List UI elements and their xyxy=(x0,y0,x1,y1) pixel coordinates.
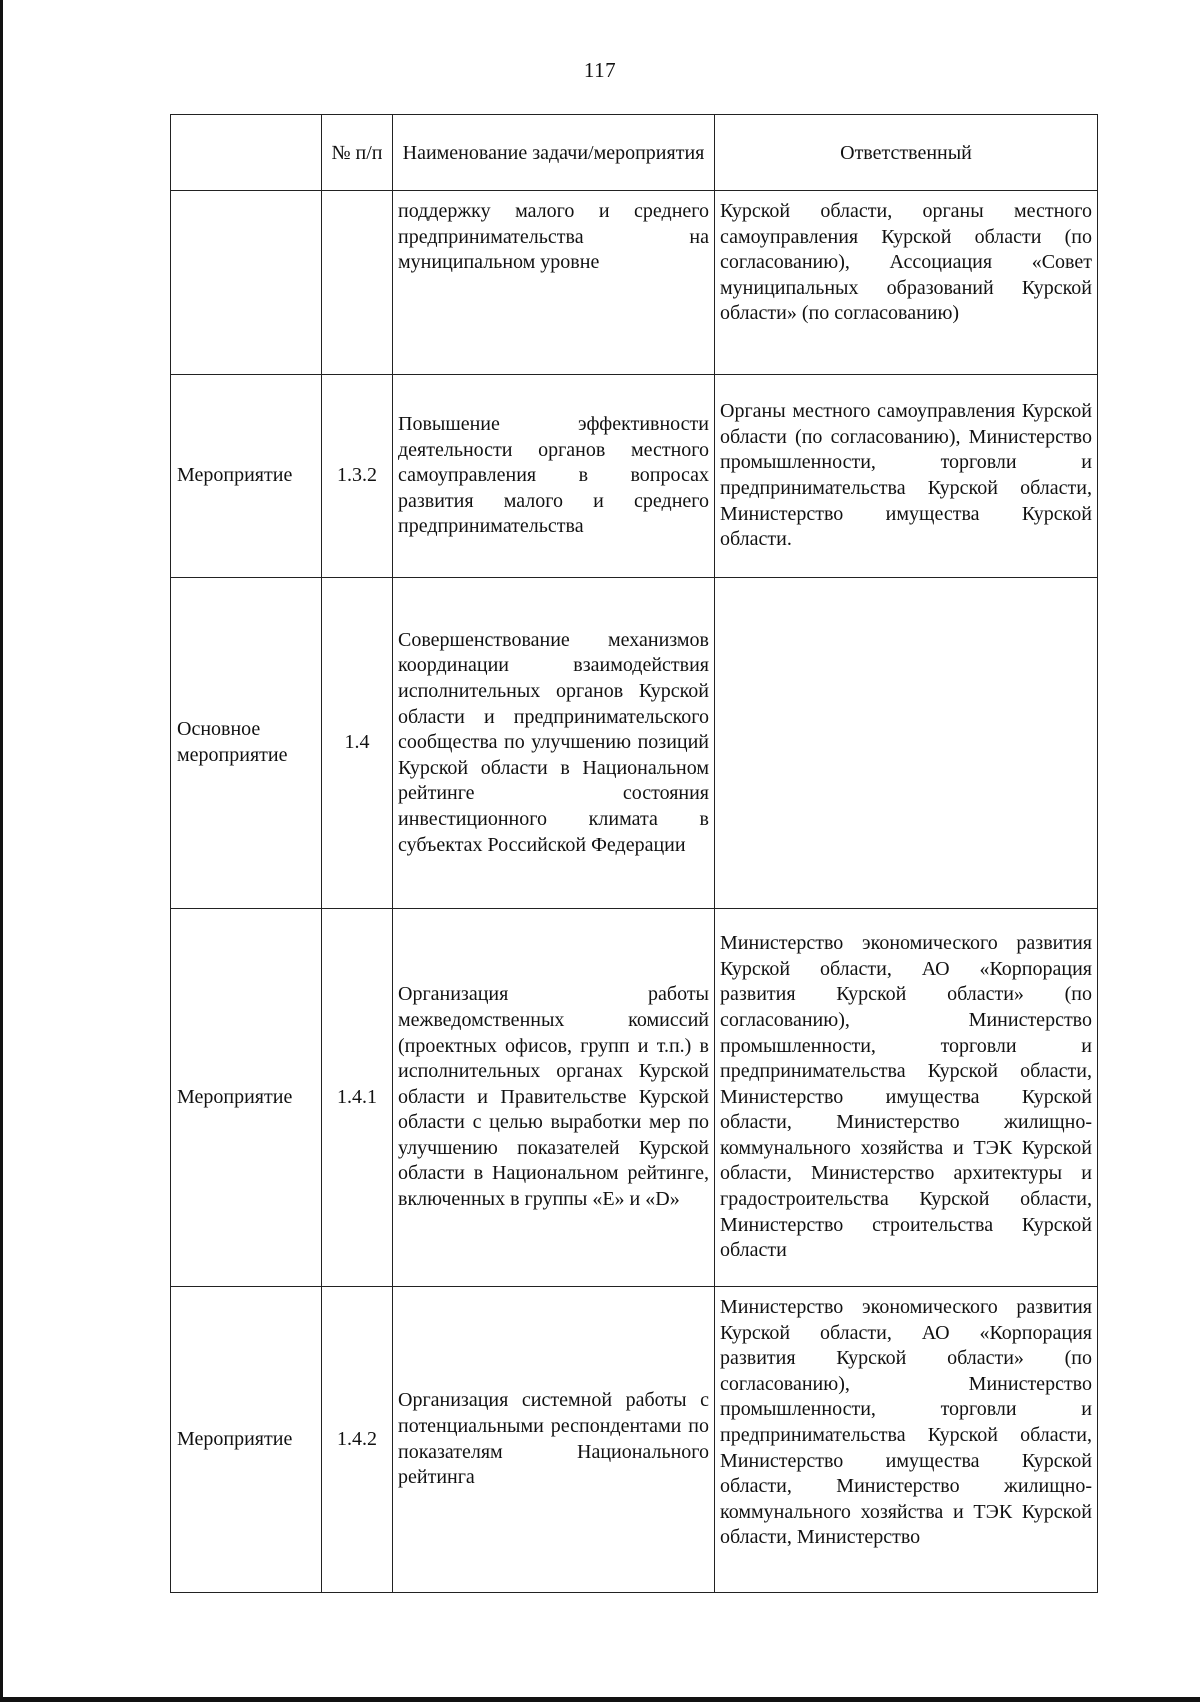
header-number-cell: № п/п xyxy=(322,115,393,191)
row-type-cell: Мероприятие xyxy=(171,909,322,1287)
table-header-row xyxy=(171,115,1098,191)
row-type-cell: Мероприятие xyxy=(171,1287,322,1593)
row-responsible-cell: Министерство экономического развития Курской области, АО «Корпорация развития Курской области» (по согласованию), Министерство промышленности, торговли и предпринимательства Курской области, Министерство имущества Курской области, Министерство жилищно-коммунального хозяйства и ТЭК Курской области, Министерство архитектуры и градостроительства Курской области, Министерство строительства Курской области xyxy=(715,909,1098,1287)
row-responsible-cell: Курской области, органы местного самоуправления Курской области (по согласованию), Ассоциация «Совет муниципальных образований Курской области» (по согласованию) xyxy=(715,191,1098,375)
scan-border-left xyxy=(0,0,3,1702)
table-row xyxy=(171,1287,1098,1593)
page-number: 117 xyxy=(583,58,617,82)
row-number-cell: 1.4.1 xyxy=(322,909,393,1287)
table-row xyxy=(171,375,1098,578)
row-type-cell xyxy=(171,191,322,375)
row-responsible-cell xyxy=(715,578,1098,909)
row-number-cell: 1.3.2 xyxy=(322,375,393,578)
row-number-cell xyxy=(322,191,393,375)
header-name-cell: Наименование задачи/мероприятия xyxy=(393,115,715,191)
row-number-cell: 1.4.2 xyxy=(322,1287,393,1593)
row-name-cell: Организация работы межведомственных комиссий (проектных офисов, групп и т.п.) в исполнительных органах Курской области и Правительстве Курской области с целью выработки мер по улучшению показателей Курской области в Национальном рейтинге, включенных в группы «Е» и «D» xyxy=(393,909,715,1287)
row-name-cell: Организация системной работы с потенциальными респондентами по показателям Национального рейтинга xyxy=(393,1287,715,1593)
row-responsible-cell: Министерство экономического развития Курской области, АО «Корпорация развития Курской области» (по согласованию), Министерство промышленности, торговли и предпринимательства Курской области, Министерство имущества Курской области, Министерство жилищно-коммунального хозяйства и ТЭК Курской области, Министерство xyxy=(715,1287,1098,1593)
table-row xyxy=(171,191,1098,375)
table-row xyxy=(171,578,1098,909)
row-type-cell: Мероприятие xyxy=(171,375,322,578)
table-row xyxy=(171,909,1098,1287)
row-name-cell: поддержку малого и среднего предпринимательства на муниципальном уровне xyxy=(393,191,715,375)
scan-border-bottom xyxy=(0,1697,1200,1702)
activities-table xyxy=(170,114,1098,1593)
header-type-cell xyxy=(171,115,322,191)
header-responsible-cell: Ответственный xyxy=(715,115,1098,191)
row-responsible-cell: Органы местного самоуправления Курской области (по согласованию), Министерство промышленности, торговли и предпринимательства Курской области, Министерство имущества Курской области. xyxy=(715,375,1098,578)
row-name-cell: Повышение эффективности деятельности органов местного самоуправления в вопросах развития малого и среднего предпринимательства xyxy=(393,375,715,578)
row-type-cell: Основное мероприятие xyxy=(171,578,322,909)
row-name-cell: Совершенствование механизмов координации взаимодействия исполнительных органов Курской области и предпринимательского сообщества по улучшению позиций Курской области в Национальном рейтинге состояния инвестиционного климата в субъектах Российской Федерации xyxy=(393,578,715,909)
row-number-cell: 1.4 xyxy=(322,578,393,909)
